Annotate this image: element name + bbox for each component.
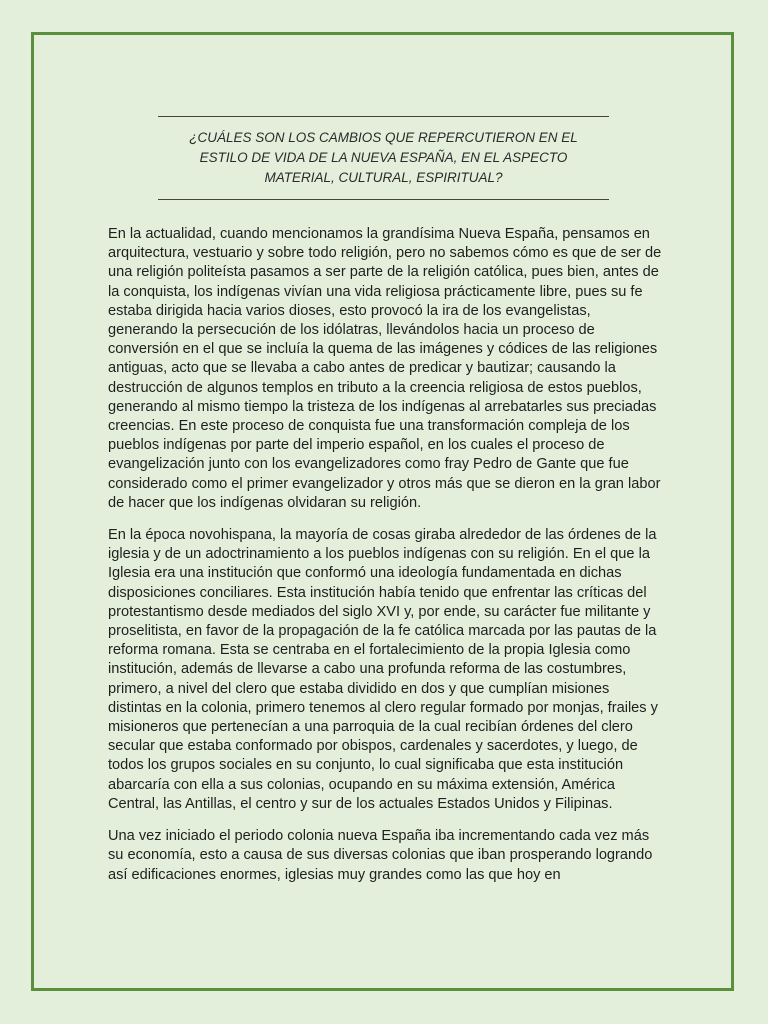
document-title: ¿CUÁLES SON LOS CAMBIOS QUE REPERCUTIERON EN EL ESTILO DE VIDA DE LA NUEVA ESPAÑA, EN EL ASPECTO MATERIAL, CULTURAL, ESPIRITUAL? <box>189 130 578 185</box>
title-block <box>158 116 609 200</box>
title-bottom-rule <box>158 199 609 200</box>
document-body <box>108 225 663 898</box>
paragraph-2: En la época novohispana, la mayoría de cosas giraba alrededor de las órdenes de la iglesia y de un adoctrinamiento a los pueblos indígenas con su religión. En el que la Iglesia era una institución que conformó una ideología fundamentada en dichas disposiciones conciliares. Esta institución había tenido que enfrentar las críticas del protestantismo desde mediados del siglo XVI y, por ende, su carácter fue militante y proselitista, en favor de la propagación de la fe católica marcada por las pautas de la reforma romana. Esta se centraba en el fortalecimiento de la propia Iglesia como institución, además de llevarse a cabo una profunda reforma de las costumbres, primero, a nivel del clero que estaba dividido en dos y que cumplían misiones distintas en la colonia, primero tenemos al clero regular formado por monjas, frailes y misioneros que pertenecían a una parroquia de la cual recibían órdenes del clero secular que estaba conformado por obispos, cardenales y sacerdotes, y luego, de todos los grupos sociales en su conjunto, lo cual significaba que esta institución abarcaría con ella a sus colonias, ocupando en su máxima extensión, América Central, las Antillas, el centro y sur de los actuales Estados Unidos y Filipinas. <box>108 527 658 812</box>
title-top-rule <box>158 116 609 117</box>
paragraph-1: En la actualidad, cuando mencionamos la grandísima Nueva España, pensamos en arquitectura, vestuario y sobre todo religión, pero no sabemos cómo es que de ser de una religión politeísta pasamos a ser parte de la religión católica, pues bien, antes de la conquista, los indígenas vivían una vida religiosa prácticamente libre, pues su fe estaba dirigida hacia varios dioses, esto provocó la ira de los evangelistas, generando la persecución de los idólatras, llevándolos hacia un proceso de conversión en el que se incluía la quema de las imágenes y códices de las religiones antiguas, acto que se llevaba a cabo antes de predicar y bautizar; causando la destrucción de algunos templos en tributo a la creencia religiosa de estos pueblos, generando al mismo tiempo la tristeza de los indígenas al arrebatarles sus preciadas creencias. En este proceso de conquista fue una transformación compleja de los pueblos indígenas por parte del imperio español, en los cuales el proceso de evangelización junto con los evangelizadores como fray Pedro de Gante que fue considerado como el primer evangelizador y otros más que se dieron en la gran labor de hacer que los indígenas olvidaran su religión. <box>108 226 662 511</box>
paragraph-3: Una vez iniciado el periodo colonia nueva España iba incrementando cada vez más su economía, esto a causa de sus diversas colonias que iban prosperando logrando así edificaciones enormes, iglesias muy grandes como las que hoy en <box>108 828 653 883</box>
